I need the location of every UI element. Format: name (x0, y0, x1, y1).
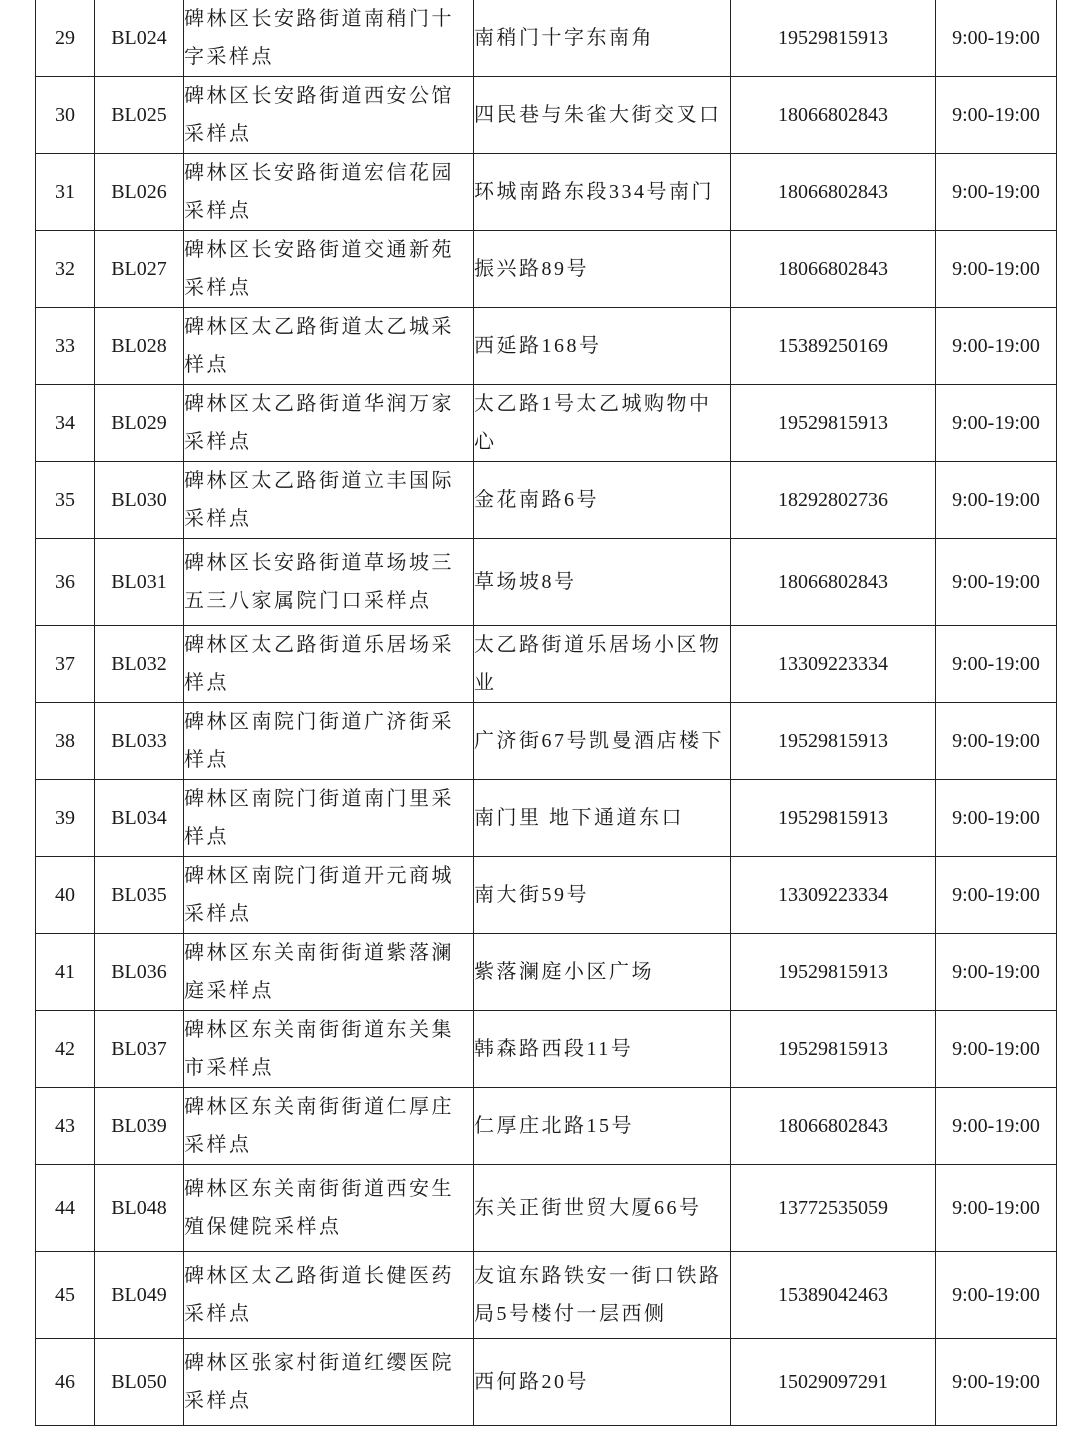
table-row (36, 1165, 1057, 1252)
site-name-cell: 碑林区太乙路街道乐居场采样点 (184, 626, 474, 703)
site-code-cell: BL039 (95, 1088, 184, 1165)
site-address-cell: 东关正街世贸大厦66号 (474, 1165, 731, 1252)
table-row (36, 1011, 1057, 1088)
row-number-cell: 44 (36, 1165, 95, 1252)
site-address-cell: 南大街59号 (474, 857, 731, 934)
site-code-cell: BL050 (95, 1339, 184, 1426)
site-name-cell: 碑林区南院门街道广济街采样点 (184, 703, 474, 780)
table-row (36, 780, 1057, 857)
row-number-cell: 42 (36, 1011, 95, 1088)
site-name-cell: 碑林区长安路街道交通新苑采样点 (184, 231, 474, 308)
service-hours-cell: 9:00-19:00 (936, 1339, 1057, 1426)
table-body (36, 0, 1057, 1426)
table-row (36, 857, 1057, 934)
row-number-cell: 33 (36, 308, 95, 385)
table-row (36, 1339, 1057, 1426)
sampling-sites-table (35, 0, 1057, 1426)
site-address-cell: 金花南路6号 (474, 462, 731, 539)
site-address-cell: 南稍门十字东南角 (474, 0, 731, 77)
contact-phone-cell: 18292802736 (731, 462, 936, 539)
table-row (36, 1088, 1057, 1165)
table-row (36, 0, 1057, 77)
site-address-cell: 西何路20号 (474, 1339, 731, 1426)
contact-phone-cell: 18066802843 (731, 539, 936, 626)
service-hours-cell: 9:00-19:00 (936, 308, 1057, 385)
row-number-cell: 34 (36, 385, 95, 462)
service-hours-cell: 9:00-19:00 (936, 154, 1057, 231)
service-hours-cell: 9:00-19:00 (936, 1088, 1057, 1165)
service-hours-cell: 9:00-19:00 (936, 1165, 1057, 1252)
contact-phone-cell: 19529815913 (731, 780, 936, 857)
service-hours-cell: 9:00-19:00 (936, 77, 1057, 154)
table-row (36, 539, 1057, 626)
site-name-cell: 碑林区长安路街道西安公馆采样点 (184, 77, 474, 154)
site-code-cell: BL028 (95, 308, 184, 385)
row-number-cell: 31 (36, 154, 95, 231)
table-row (36, 934, 1057, 1011)
contact-phone-cell: 13309223334 (731, 857, 936, 934)
service-hours-cell: 9:00-19:00 (936, 462, 1057, 539)
site-address-cell: 振兴路89号 (474, 231, 731, 308)
contact-phone-cell: 18066802843 (731, 1088, 936, 1165)
table-row (36, 703, 1057, 780)
contact-phone-cell: 18066802843 (731, 154, 936, 231)
site-code-cell: BL035 (95, 857, 184, 934)
service-hours-cell: 9:00-19:00 (936, 626, 1057, 703)
row-number-cell: 46 (36, 1339, 95, 1426)
row-number-cell: 41 (36, 934, 95, 1011)
site-code-cell: BL031 (95, 539, 184, 626)
row-number-cell: 40 (36, 857, 95, 934)
site-name-cell: 碑林区东关南街街道西安生殖保健院采样点 (184, 1165, 474, 1252)
contact-phone-cell: 19529815913 (731, 385, 936, 462)
contact-phone-cell: 19529815913 (731, 934, 936, 1011)
row-number-cell: 36 (36, 539, 95, 626)
site-code-cell: BL026 (95, 154, 184, 231)
service-hours-cell: 9:00-19:00 (936, 934, 1057, 1011)
site-name-cell: 碑林区东关南街街道紫落澜庭采样点 (184, 934, 474, 1011)
service-hours-cell: 9:00-19:00 (936, 1252, 1057, 1339)
site-address-cell: 韩森路西段11号 (474, 1011, 731, 1088)
row-number-cell: 35 (36, 462, 95, 539)
site-name-cell: 碑林区张家村街道红缨医院采样点 (184, 1339, 474, 1426)
table-row (36, 231, 1057, 308)
site-name-cell: 碑林区长安路街道宏信花园采样点 (184, 154, 474, 231)
site-code-cell: BL027 (95, 231, 184, 308)
row-number-cell: 43 (36, 1088, 95, 1165)
contact-phone-cell: 15029097291 (731, 1339, 936, 1426)
site-address-cell: 四民巷与朱雀大街交叉口 (474, 77, 731, 154)
site-address-cell: 环城南路东段334号南门 (474, 154, 731, 231)
service-hours-cell: 9:00-19:00 (936, 857, 1057, 934)
site-address-cell: 太乙路1号太乙城购物中心 (474, 385, 731, 462)
table-row (36, 385, 1057, 462)
site-code-cell: BL024 (95, 0, 184, 77)
table-row (36, 154, 1057, 231)
row-number-cell: 38 (36, 703, 95, 780)
site-name-cell: 碑林区南院门街道开元商城采样点 (184, 857, 474, 934)
contact-phone-cell: 19529815913 (731, 0, 936, 77)
contact-phone-cell: 15389042463 (731, 1252, 936, 1339)
service-hours-cell: 9:00-19:00 (936, 703, 1057, 780)
contact-phone-cell: 13309223334 (731, 626, 936, 703)
row-number-cell: 45 (36, 1252, 95, 1339)
table-row (36, 626, 1057, 703)
site-code-cell: BL048 (95, 1165, 184, 1252)
site-code-cell: BL025 (95, 77, 184, 154)
row-number-cell: 29 (36, 0, 95, 77)
site-code-cell: BL036 (95, 934, 184, 1011)
site-address-cell: 草场坡8号 (474, 539, 731, 626)
row-number-cell: 39 (36, 780, 95, 857)
site-code-cell: BL033 (95, 703, 184, 780)
site-address-cell: 太乙路街道乐居场小区物业 (474, 626, 731, 703)
contact-phone-cell: 18066802843 (731, 231, 936, 308)
site-code-cell: BL037 (95, 1011, 184, 1088)
service-hours-cell: 9:00-19:00 (936, 1011, 1057, 1088)
site-name-cell: 碑林区长安路街道草场坡三五三八家属院门口采样点 (184, 539, 474, 626)
table-row (36, 308, 1057, 385)
service-hours-cell: 9:00-19:00 (936, 0, 1057, 77)
row-number-cell: 37 (36, 626, 95, 703)
site-name-cell: 碑林区太乙路街道立丰国际采样点 (184, 462, 474, 539)
site-code-cell: BL030 (95, 462, 184, 539)
service-hours-cell: 9:00-19:00 (936, 539, 1057, 626)
service-hours-cell: 9:00-19:00 (936, 231, 1057, 308)
site-name-cell: 碑林区太乙路街道华润万家采样点 (184, 385, 474, 462)
row-number-cell: 30 (36, 77, 95, 154)
row-number-cell: 32 (36, 231, 95, 308)
site-address-cell: 广济街67号凯曼酒店楼下 (474, 703, 731, 780)
site-code-cell: BL034 (95, 780, 184, 857)
site-name-cell: 碑林区南院门街道南门里采样点 (184, 780, 474, 857)
contact-phone-cell: 19529815913 (731, 703, 936, 780)
site-name-cell: 碑林区太乙路街道长健医药采样点 (184, 1252, 474, 1339)
site-address-cell: 友谊东路铁安一街口铁路局5号楼付一层西侧 (474, 1252, 731, 1339)
contact-phone-cell: 15389250169 (731, 308, 936, 385)
contact-phone-cell: 18066802843 (731, 77, 936, 154)
service-hours-cell: 9:00-19:00 (936, 780, 1057, 857)
contact-phone-cell: 19529815913 (731, 1011, 936, 1088)
table-row (36, 462, 1057, 539)
service-hours-cell: 9:00-19:00 (936, 385, 1057, 462)
site-name-cell: 碑林区东关南街街道东关集市采样点 (184, 1011, 474, 1088)
site-address-cell: 西延路168号 (474, 308, 731, 385)
site-name-cell: 碑林区太乙路街道太乙城采样点 (184, 308, 474, 385)
table-row (36, 1252, 1057, 1339)
site-address-cell: 南门里 地下通道东口 (474, 780, 731, 857)
table-row (36, 77, 1057, 154)
site-address-cell: 仁厚庄北路15号 (474, 1088, 731, 1165)
contact-phone-cell: 13772535059 (731, 1165, 936, 1252)
site-name-cell: 碑林区东关南街街道仁厚庄采样点 (184, 1088, 474, 1165)
site-code-cell: BL032 (95, 626, 184, 703)
site-name-cell: 碑林区长安路街道南稍门十字采样点 (184, 0, 474, 77)
site-code-cell: BL049 (95, 1252, 184, 1339)
site-code-cell: BL029 (95, 385, 184, 462)
site-address-cell: 紫落澜庭小区广场 (474, 934, 731, 1011)
